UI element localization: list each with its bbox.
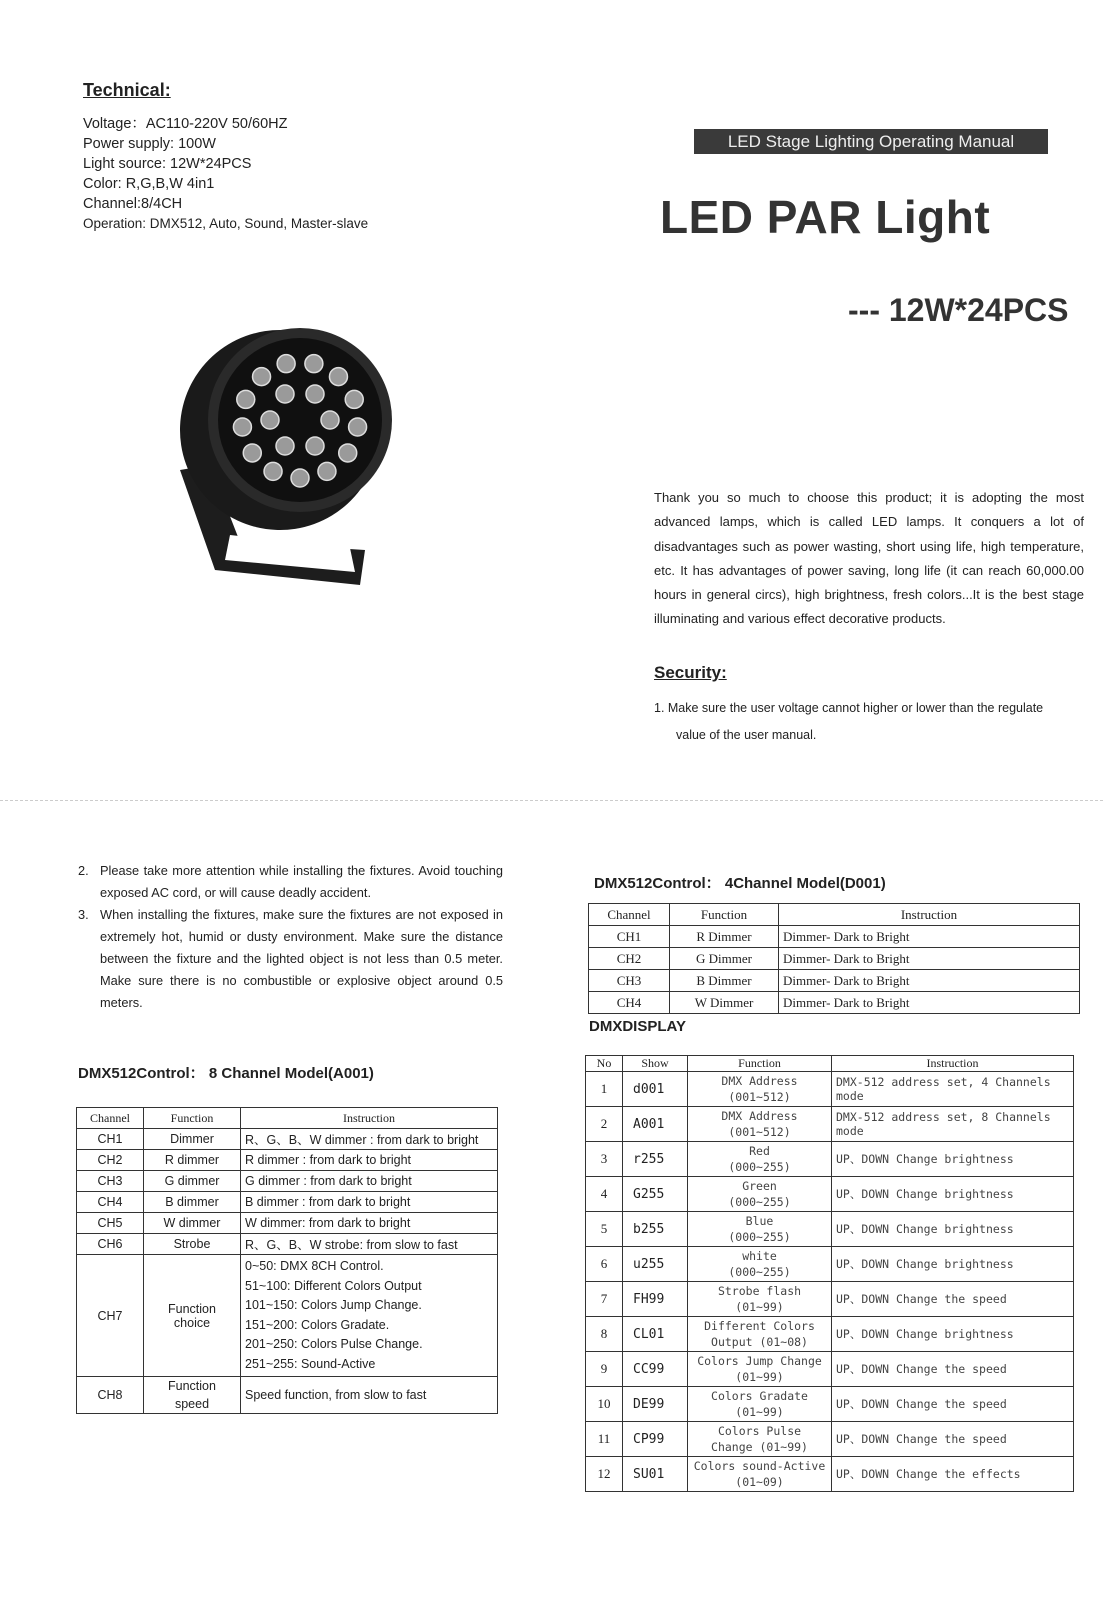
display-cell-instruction: UP、DOWN Change the speed xyxy=(832,1387,1074,1422)
display-row xyxy=(586,1317,1074,1352)
display-cell-instruction: UP、DOWN Change the speed xyxy=(832,1282,1074,1317)
ch8-cell-function xyxy=(144,1255,241,1377)
ch8-header-function: Function xyxy=(144,1108,241,1129)
ch4-header-function: Function xyxy=(670,904,779,926)
technical-spec-list xyxy=(83,114,368,234)
product-title: LED PAR Light xyxy=(660,191,991,243)
ch4-cell-channel: CH3 xyxy=(589,970,670,992)
security-items-continued xyxy=(78,860,503,1014)
display-header-no: No xyxy=(586,1056,623,1072)
security-heading: Security: xyxy=(654,663,727,682)
ch8-cell-instruction: W dimmer: from dark to bright xyxy=(241,1213,498,1234)
ch8-table xyxy=(76,1107,498,1414)
display-cell-function xyxy=(688,1422,832,1457)
display-function-line1: Green xyxy=(742,1179,777,1193)
spec-power: Power supply: 100W xyxy=(83,136,216,152)
ch8-cell-channel: CH6 xyxy=(77,1234,144,1255)
display-cell-show: DE99 xyxy=(623,1387,688,1422)
led-lens xyxy=(345,390,363,408)
display-header-instruction: Instruction xyxy=(832,1056,1074,1072)
ch4-heading: DMX512Control： 4Channel Model(D001) xyxy=(594,875,886,892)
ch8-cell-instruction: R、G、B、W dimmer : from dark to bright xyxy=(241,1129,498,1150)
product-subtitle: --- 12W*24PCS xyxy=(848,292,1069,328)
display-function-line2: Change (01~99) xyxy=(711,1440,808,1454)
display-cell-function xyxy=(688,1387,832,1422)
ch8-row xyxy=(77,1192,498,1213)
led-lens xyxy=(237,390,255,408)
led-lens xyxy=(329,368,347,386)
display-function-line2: (01~99) xyxy=(735,1370,784,1384)
display-row xyxy=(586,1247,1074,1282)
ch8-row xyxy=(77,1234,498,1255)
ch8-cell-function: G dimmer xyxy=(144,1171,241,1192)
ch4-row xyxy=(589,926,1080,948)
ch8-cell-function: W dimmer xyxy=(144,1213,241,1234)
led-lens xyxy=(321,411,339,429)
display-cell-no: 4 xyxy=(586,1177,623,1212)
display-cell-no: 2 xyxy=(586,1107,623,1142)
ch4-cell-instruction: Dimmer- Dark to Bright xyxy=(779,948,1080,970)
display-cell-show: SU01 xyxy=(623,1457,688,1492)
display-cell-instruction: DMX-512 address set, 4 Channels mode xyxy=(832,1072,1074,1107)
display-header-function: Function xyxy=(688,1056,832,1072)
ch7-function-line2: choice xyxy=(173,1315,211,1330)
ch8-cell-channel: CH1 xyxy=(77,1129,144,1150)
display-cell-instruction: DMX-512 address set, 8 Channels mode xyxy=(832,1107,1074,1142)
ch7-range-line: 251~255: Sound-Active xyxy=(245,1356,376,1371)
ch7-range-line: 51~100: Different Colors Output xyxy=(245,1278,422,1293)
display-function-line2: (01~99) xyxy=(735,1300,784,1314)
display-cell-instruction: UP、DOWN Change the speed xyxy=(832,1422,1074,1457)
ch8-row xyxy=(77,1213,498,1234)
ch4-row xyxy=(589,992,1080,1014)
ch8-cell-instruction xyxy=(241,1255,498,1377)
security-item-1-line2: value of the user manual. xyxy=(676,728,817,742)
security-item-1-line1: 1. Make sure the user voltage cannot higher or lower than the regulate xyxy=(654,701,1044,715)
ch7-range-line: 201~250: Colors Pulse Change. xyxy=(245,1337,423,1351)
display-row xyxy=(586,1352,1074,1387)
ch8-row-ch7 xyxy=(77,1255,498,1377)
ch8-cell-instruction: B dimmer : from dark to bright xyxy=(241,1192,498,1213)
ch8-cell-instruction: G dimmer : from dark to bright xyxy=(241,1171,498,1192)
led-lens xyxy=(261,411,279,429)
display-cell-instruction: UP、DOWN Change brightness xyxy=(832,1177,1074,1212)
display-function-line1: Red xyxy=(749,1144,770,1158)
display-cell-no: 8 xyxy=(586,1317,623,1352)
page-fold-divider xyxy=(0,800,1103,801)
ch8-cell-instruction: R、G、B、W strobe: from slow to fast xyxy=(241,1234,498,1255)
ch8-heading: DMX512Control： 8 Channel Model(A001) xyxy=(78,1065,374,1082)
display-cell-function xyxy=(688,1212,832,1247)
ch8-row xyxy=(77,1150,498,1171)
display-function-line1: DMX Address xyxy=(721,1109,798,1123)
display-row xyxy=(586,1107,1074,1142)
display-function-line2: (000~255) xyxy=(728,1230,791,1244)
ch8-cell-function: R dimmer xyxy=(144,1150,241,1171)
display-row xyxy=(586,1457,1074,1492)
display-cell-function xyxy=(688,1317,832,1352)
led-lens xyxy=(233,418,251,436)
display-function-line1: DMX Address xyxy=(721,1074,798,1088)
ch8-row xyxy=(77,1171,498,1192)
ch8-cell-channel: CH5 xyxy=(77,1213,144,1234)
display-function-line1: Blue xyxy=(745,1214,774,1228)
spec-voltage: Voltage：AC110-220V 50/60HZ xyxy=(83,116,288,132)
led-lens xyxy=(306,437,324,455)
ch8-cell-channel: CH2 xyxy=(77,1150,144,1171)
ch8-cell-channel: CH8 xyxy=(77,1377,144,1414)
display-cell-function xyxy=(688,1282,832,1317)
technical-heading: Technical: xyxy=(83,80,171,100)
ch4-cell-instruction: Dimmer- Dark to Bright xyxy=(779,992,1080,1014)
ch4-cell-channel: CH2 xyxy=(589,948,670,970)
led-lens xyxy=(264,462,282,480)
ch8-cell-function: B dimmer xyxy=(144,1192,241,1213)
led-lens xyxy=(276,385,294,403)
display-cell-no: 5 xyxy=(586,1212,623,1247)
spec-channel: Channel:8/4CH xyxy=(83,196,183,212)
display-row xyxy=(586,1282,1074,1317)
security-item-3-number: 3. xyxy=(78,907,89,922)
ch4-header-instruction: Instruction xyxy=(779,904,1080,926)
ch8-cell-channel: CH4 xyxy=(77,1192,144,1213)
led-lens xyxy=(243,444,261,462)
ch8-header-channel: Channel xyxy=(77,1108,144,1129)
ch8-row-ch8 xyxy=(77,1377,498,1414)
ch4-cell-instruction: Dimmer- Dark to Bright xyxy=(779,926,1080,948)
display-cell-no: 10 xyxy=(586,1387,623,1422)
ch4-table xyxy=(588,903,1080,1014)
display-function-line1: Colors Pulse xyxy=(717,1424,802,1438)
led-lens xyxy=(277,355,295,373)
manual-banner: LED Stage Lighting Operating Manual xyxy=(694,129,1048,154)
ch7-range-line: 0~50: DMX 8CH Control. xyxy=(245,1259,384,1273)
ch4-cell-instruction: Dimmer- Dark to Bright xyxy=(779,970,1080,992)
led-lens xyxy=(306,385,324,403)
ch4-row xyxy=(589,970,1080,992)
ch7-function-line1: Function xyxy=(168,1301,216,1316)
display-cell-show: CL01 xyxy=(623,1317,688,1352)
display-cell-no: 11 xyxy=(586,1422,623,1457)
security-item-2-number: 2. xyxy=(78,863,89,878)
ch8-cell-function: Dimmer xyxy=(144,1129,241,1150)
led-lens xyxy=(339,444,357,462)
ch8-header-instruction: Instruction xyxy=(241,1108,498,1129)
led-lens xyxy=(349,418,367,436)
security-item-3 xyxy=(78,904,503,1014)
ch8-cell-channel: CH7 xyxy=(77,1255,144,1377)
display-row xyxy=(586,1212,1074,1247)
display-cell-no: 6 xyxy=(586,1247,623,1282)
display-cell-no: 7 xyxy=(586,1282,623,1317)
display-cell-show: FH99 xyxy=(623,1282,688,1317)
display-cell-function xyxy=(688,1457,832,1492)
display-cell-instruction: UP、DOWN Change brightness xyxy=(832,1142,1074,1177)
dmx-display-table xyxy=(585,1055,1074,1492)
ch4-cell-function: G Dimmer xyxy=(670,948,779,970)
display-function-line2: (01~09) xyxy=(735,1475,784,1489)
display-cell-show: b255 xyxy=(623,1212,688,1247)
display-cell-no: 1 xyxy=(586,1072,623,1107)
display-header-show: Show xyxy=(623,1056,688,1072)
ch4-row xyxy=(589,948,1080,970)
security-item-2 xyxy=(78,860,503,904)
display-function-line1: Different Colors xyxy=(704,1319,815,1333)
ch7-range-line: 101~150: Colors Jump Change. xyxy=(245,1298,422,1312)
ch4-cell-function: R Dimmer xyxy=(670,926,779,948)
led-lens xyxy=(318,462,336,480)
ch8-cell-instruction: R dimmer : from dark to bright xyxy=(241,1150,498,1171)
display-cell-show: CP99 xyxy=(623,1422,688,1457)
display-row xyxy=(586,1422,1074,1457)
display-function-line2: (000~255) xyxy=(728,1160,791,1174)
display-cell-function xyxy=(688,1352,832,1387)
display-cell-instruction: UP、DOWN Change brightness xyxy=(832,1317,1074,1352)
display-cell-no: 12 xyxy=(586,1457,623,1492)
spec-light-source: Light source: 12W*24PCS xyxy=(83,156,252,172)
display-cell-function xyxy=(688,1247,832,1282)
display-cell-show: r255 xyxy=(623,1142,688,1177)
display-cell-instruction: UP、DOWN Change the effects xyxy=(832,1457,1074,1492)
display-cell-instruction: UP、DOWN Change brightness xyxy=(832,1212,1074,1247)
ch8-row xyxy=(77,1129,498,1150)
led-lens xyxy=(253,368,271,386)
led-lens xyxy=(276,437,294,455)
display-cell-show: u255 xyxy=(623,1247,688,1282)
ch8-cell-instruction: Speed function, from slow to fast xyxy=(241,1377,498,1414)
display-function-line2: (000~255) xyxy=(728,1265,791,1279)
display-cell-show: G255 xyxy=(623,1177,688,1212)
ch8-cell-function xyxy=(144,1377,241,1414)
display-function-line2: (01~99) xyxy=(735,1405,784,1419)
intro-paragraph: Thank you so much to choose this product; it is adopting the most advanced lamps, which is called LED lamps. It conquers a lot of disadvantages such as power wasting, short using life, high temperature, etc. It has advantages of power saving, long life (it can reach 60,000.00 hours in general circs), high brightness, fresh colors...It is the best stage illuminating and various effect decorative products. xyxy=(654,490,1084,627)
ch8-cell-channel: CH3 xyxy=(77,1171,144,1192)
dmx-display-heading: DMXDISPLAY xyxy=(589,1018,686,1035)
ch4-cell-function: B Dimmer xyxy=(670,970,779,992)
display-function-line1: white xyxy=(742,1249,777,1263)
display-cell-function xyxy=(688,1142,832,1177)
display-cell-function xyxy=(688,1072,832,1107)
display-row xyxy=(586,1177,1074,1212)
security-item-2-text: Please take more attention while installing the fixtures. Avoid touching exposed AC cord, or will cause deadly accident. xyxy=(100,863,503,900)
display-function-line2: (001~512) xyxy=(728,1090,791,1104)
display-function-line1: Colors Gradate xyxy=(711,1389,808,1403)
display-row xyxy=(586,1387,1074,1422)
ch4-cell-function: W Dimmer xyxy=(670,992,779,1014)
security-item-3-text: When installing the fixtures, make sure the fixtures are not exposed in extremely hot, humid or dusty environment. Make sure the distance between the fixture and the lighted object is not less than 0.5 meter. Make sure there is no combustible or explosive object around 0.5 meters. xyxy=(100,907,503,1010)
display-row xyxy=(586,1142,1074,1177)
led-lens xyxy=(291,469,309,487)
display-function-line2: (001~512) xyxy=(728,1125,791,1139)
ch7-range-line: 151~200: Colors Gradate. xyxy=(245,1317,390,1332)
spec-operation: Operation: DMX512, Auto, Sound, Master-slave xyxy=(83,216,369,231)
display-function-line2: Output (01~08) xyxy=(711,1335,808,1349)
display-function-line1: Colors sound-Active xyxy=(693,1459,826,1473)
ch4-cell-channel: CH4 xyxy=(589,992,670,1014)
ch8-function-line1: Function xyxy=(168,1379,216,1393)
led-lens xyxy=(305,355,323,373)
ch4-header-channel: Channel xyxy=(589,904,670,926)
display-function-line1: Strobe flash xyxy=(717,1284,802,1298)
ch8-function-line2: speed xyxy=(174,1397,210,1411)
display-cell-no: 9 xyxy=(586,1352,623,1387)
ch8-cell-function: Strobe xyxy=(144,1234,241,1255)
display-cell-show: CC99 xyxy=(623,1352,688,1387)
display-function-line1: Colors Jump Change xyxy=(697,1354,822,1368)
display-cell-function xyxy=(688,1177,832,1212)
display-cell-show: d001 xyxy=(623,1072,688,1107)
display-row xyxy=(586,1072,1074,1107)
display-cell-no: 3 xyxy=(586,1142,623,1177)
spec-color: Color: R,G,B,W 4in1 xyxy=(83,176,215,192)
security-item-1 xyxy=(654,695,1094,749)
display-cell-function xyxy=(688,1107,832,1142)
ch4-cell-channel: CH1 xyxy=(589,926,670,948)
display-cell-instruction: UP、DOWN Change brightness xyxy=(832,1247,1074,1282)
display-cell-instruction: UP、DOWN Change the speed xyxy=(832,1352,1074,1387)
display-cell-show: A001 xyxy=(623,1107,688,1142)
display-function-line2: (000~255) xyxy=(728,1195,791,1209)
par-light-fixture-image xyxy=(160,320,425,595)
